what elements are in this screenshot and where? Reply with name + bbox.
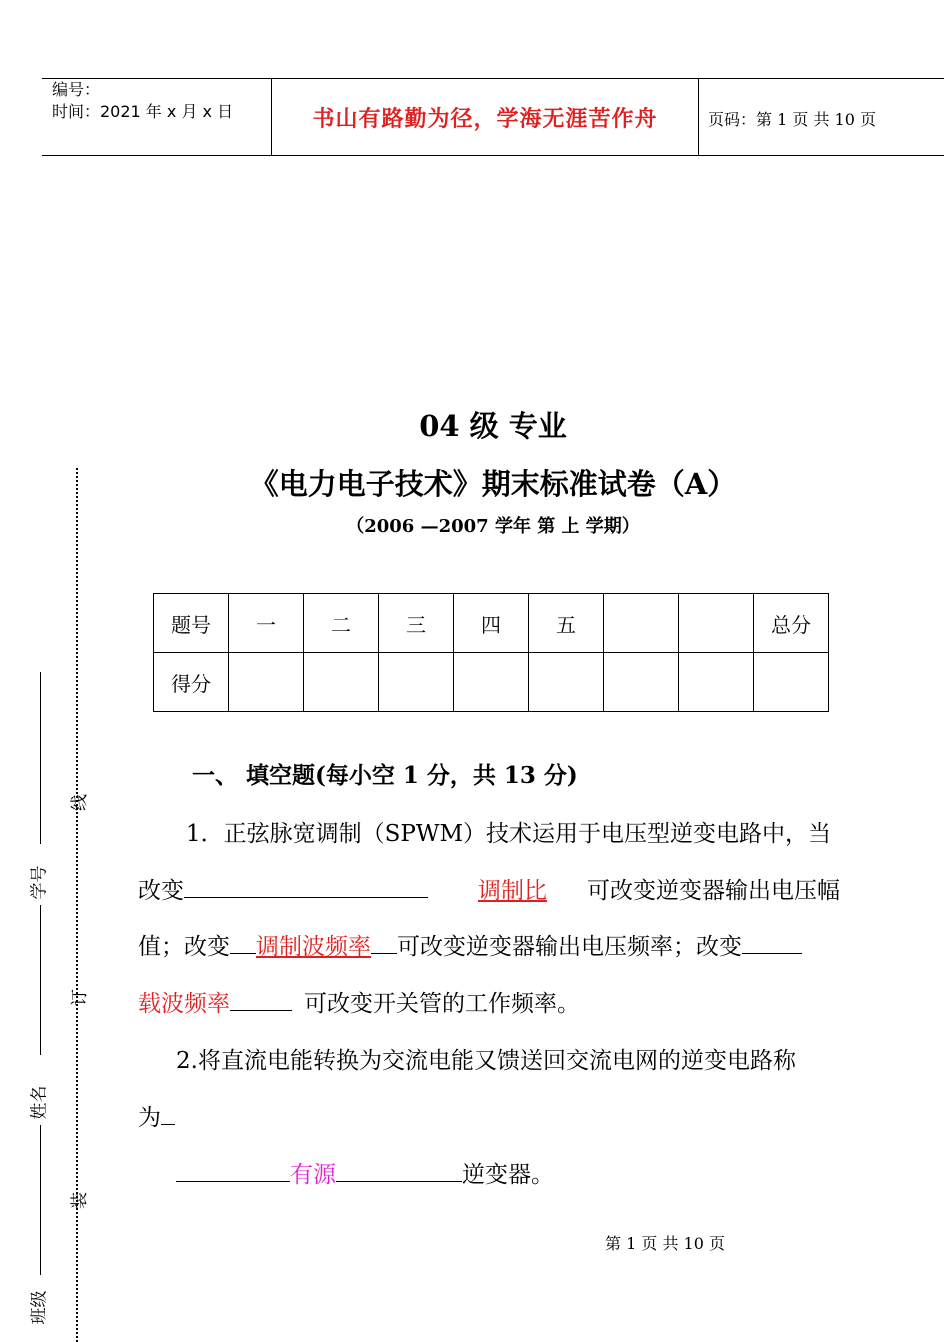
section-heading: 一、 填空题(每小空 1 分，共 13 分) bbox=[192, 762, 578, 789]
question-2-line-3 bbox=[176, 1156, 554, 1189]
binding-ding-label: 订 bbox=[70, 989, 90, 1006]
score-cell bbox=[454, 653, 529, 712]
score-cell bbox=[604, 653, 679, 712]
binding-line-label: 线 bbox=[70, 794, 90, 811]
answer-blank bbox=[176, 1159, 290, 1182]
q1-text: 改变 bbox=[138, 878, 184, 904]
exam-course-title: 《电力电子技术》期末标准试卷（A） bbox=[249, 467, 737, 501]
question-1-line-2 bbox=[138, 872, 840, 905]
q1-text: 值；改变 bbox=[138, 934, 230, 960]
score-table bbox=[153, 593, 829, 712]
question-2-line-2 bbox=[138, 1099, 175, 1132]
question-1-line-1: 1．正弦脉宽调制（SPWM）技术运用于电压型逆变电路中，当 bbox=[186, 821, 832, 847]
score-cell: 一 bbox=[229, 594, 304, 653]
answer-modulating-wave-frequency: 调制波频率 bbox=[256, 934, 371, 960]
score-cell bbox=[679, 594, 754, 653]
answer-carrier-frequency: 载波频率 bbox=[138, 991, 230, 1017]
exam-grade-title: 04 级 专业 bbox=[419, 409, 567, 443]
number-label: 编号： bbox=[52, 80, 101, 99]
answer-blank bbox=[336, 1159, 462, 1182]
binding-zhuang-label: 装 bbox=[70, 1192, 90, 1209]
score-cell bbox=[754, 653, 829, 712]
score-cell: 题号 bbox=[154, 594, 229, 653]
answer-blank bbox=[371, 931, 397, 954]
question-1-line-3 bbox=[138, 928, 802, 961]
answer-blank bbox=[161, 1102, 175, 1125]
binding-dotted-line bbox=[76, 468, 78, 1342]
answer-active-inverter: 有源 bbox=[290, 1162, 336, 1188]
answer-blank bbox=[742, 931, 802, 954]
header-page-info: 页码：第 1 页 共 10 页 bbox=[708, 110, 876, 129]
q1-text: 可改变开关管的工作频率。 bbox=[304, 991, 580, 1017]
header-motto: 书山有路勤为径，学海无涯苦作舟 bbox=[312, 106, 658, 132]
question-1-line-4 bbox=[138, 985, 580, 1018]
class-label: 班级 bbox=[29, 1290, 50, 1325]
score-cell: 二 bbox=[304, 594, 379, 653]
question-2-line-1: 2.将直流电能转换为交流电能又馈送回交流电网的逆变电路称 bbox=[176, 1048, 796, 1074]
header-divider-2 bbox=[698, 78, 699, 155]
student-id-label: 学号 bbox=[29, 865, 50, 900]
score-cell bbox=[679, 653, 754, 712]
score-cell: 四 bbox=[454, 594, 529, 653]
time-label: 时间：2021 年 x 月 x 日 bbox=[52, 102, 234, 121]
name-label: 姓名 bbox=[29, 1085, 50, 1120]
score-cell bbox=[529, 653, 604, 712]
answer-blank bbox=[230, 931, 256, 954]
header-meta bbox=[52, 79, 233, 123]
score-cell: 得分 bbox=[154, 653, 229, 712]
exam-term-subtitle: （2006 —2007 学年 第 上 学期） bbox=[346, 516, 640, 537]
score-cell: 三 bbox=[379, 594, 454, 653]
name-rule bbox=[40, 905, 41, 1055]
page-footer: 第 1 页 共 10 页 bbox=[605, 1234, 725, 1253]
score-cell bbox=[304, 653, 379, 712]
q1-text: 可改变逆变器输出电压频率；改变 bbox=[397, 934, 742, 960]
answer-blank bbox=[230, 988, 292, 1011]
student-id-rule bbox=[40, 672, 41, 844]
header-bottom-rule bbox=[42, 155, 944, 156]
score-cell bbox=[379, 653, 454, 712]
score-cell bbox=[604, 594, 679, 653]
score-cell: 五 bbox=[529, 594, 604, 653]
score-table-score-row bbox=[154, 653, 829, 712]
score-table-header-row bbox=[154, 594, 829, 653]
q2-text: 为 bbox=[138, 1105, 161, 1131]
answer-modulation-ratio: 调制比 bbox=[478, 878, 547, 904]
class-rule bbox=[40, 1125, 41, 1275]
score-cell: 总分 bbox=[754, 594, 829, 653]
score-cell bbox=[229, 653, 304, 712]
q2-text: 逆变器。 bbox=[462, 1162, 554, 1188]
q1-text: 可改变逆变器输出电压幅 bbox=[587, 878, 840, 904]
answer-blank bbox=[184, 875, 428, 898]
